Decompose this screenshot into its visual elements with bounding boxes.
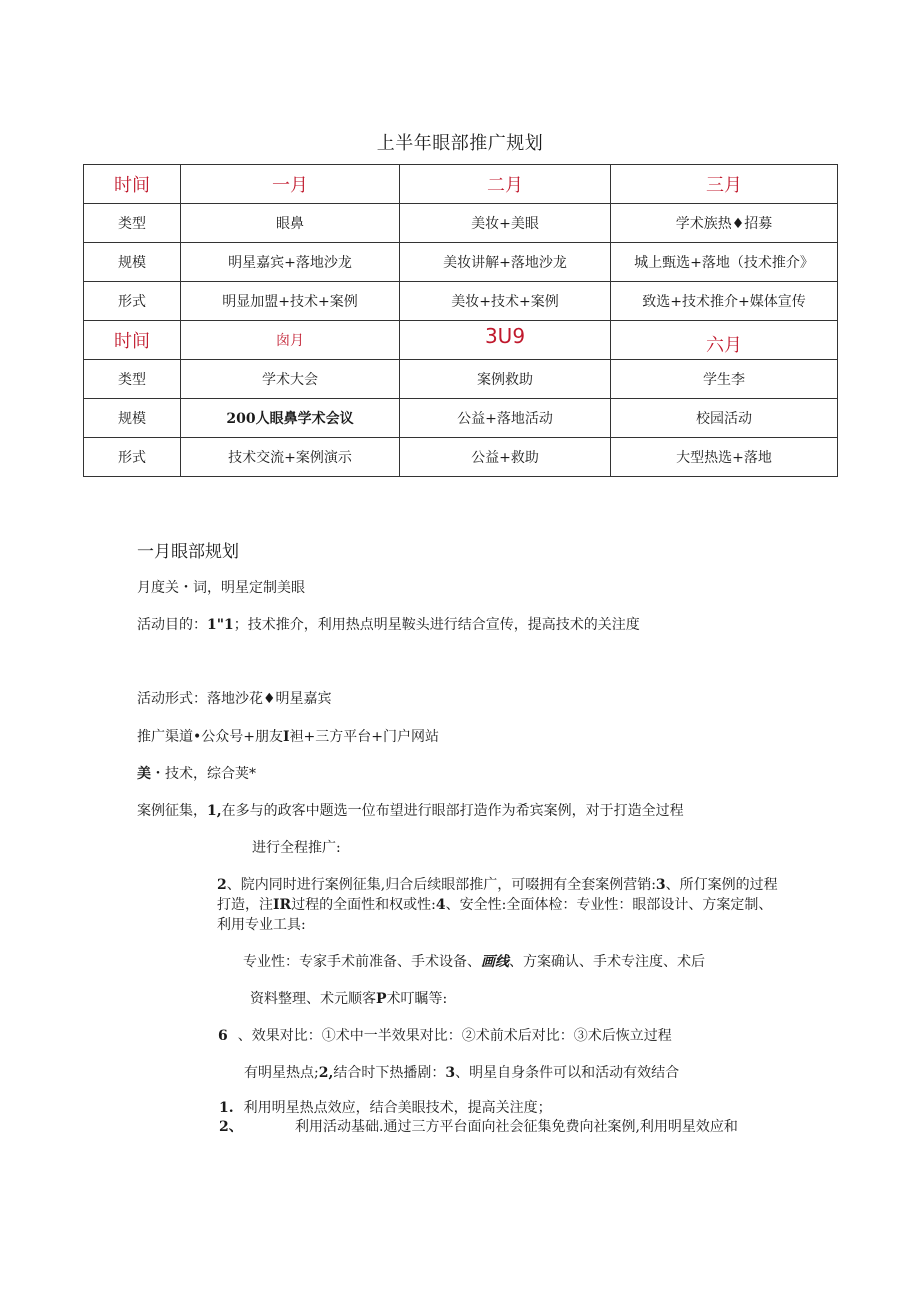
item-text: 、院内同时进行案例征集,归合后续眼部推广，可啜拥有全套案例营销: [226,877,656,893]
table-cell: 公益+救助 [400,438,611,477]
header-cell: 三月 [611,165,838,204]
item-number: 3 [655,877,666,893]
item-text: 打造，注 [217,897,273,913]
table-cell: 200人眼鼻学术会议 [181,399,400,438]
table-cell: 学生李 [611,360,838,399]
item-text: 过程的全面性和权或性: [291,897,436,913]
item-number: 2 [217,877,227,893]
pro-emphasis: 画线 [481,954,509,970]
table-row [84,282,838,321]
pro-text: 、方案确认、手术专注度、术后 [509,954,705,970]
list-text: 利用明星热点效应，结合美眼技术，提高关注度； [243,1100,552,1116]
purpose-number: 1"1 [207,617,234,633]
header-cell: 囱月 [181,321,400,360]
case-text: 在多与的政客中题选一位布望进行眼部打造作为希宾案例，对于打造全过程 [221,803,684,819]
item-6-line [218,1025,672,1045]
star-text: 有明星热点; [244,1065,319,1081]
promo-line: 进行全程推广: [252,840,341,856]
table-cell: 明显加盟+技术+案例 [181,282,400,321]
form-line: 活动形式：落地沙花♦明星嘉宾 [137,691,332,707]
item-2-line-3: 利用专业工具: [217,917,306,933]
table-cell: 美妆+美眼 [400,204,611,243]
data-text: 资料整理、术元顺客 [250,991,376,1007]
pro-text: 专业性：专家手术前准备、手术设备、 [243,954,481,970]
header-cell: 3U9 [400,321,611,360]
item-2-line-1 [217,874,778,894]
star-number: 3 [445,1065,456,1081]
plan-table [83,164,838,477]
item-mark: IR [273,897,292,913]
channel-line [137,726,439,746]
table-cell: 眼鼻 [181,204,400,243]
channel-text: 袒+三方平台+门户网站 [289,729,440,745]
list-text: 利用活动基础.通过三方平台面向社会征集免费向社案例,利用明星效应和 [295,1119,738,1135]
purpose-line [137,614,640,634]
table-cell: 公益+落地活动 [400,399,611,438]
star-text: 结合时下热播剧： [333,1065,446,1081]
table-row [84,399,838,438]
list-number: 2、 [219,1119,243,1135]
item-text: 、所仃案例的过程 [665,877,778,893]
table-cell: 技术交流+案例演示 [181,438,400,477]
item-text: 、效果对比：①术中一半效果对比：②术前术后对比：③术后恢立过程 [237,1028,672,1044]
table-cell: 形式 [84,282,181,321]
star-text: 、明星自身条件可以和活动有效结合 [455,1065,680,1081]
page-title: 上半年眼部推广规划 [376,133,544,154]
item-number: 6 [218,1028,228,1044]
header-cell: 二月 [400,165,611,204]
data-line [250,988,447,1008]
table-cell: 城上甄选+落地（技术推介》 [611,243,838,282]
table-cell: 校园活动 [611,399,838,438]
professional-line [243,951,705,971]
channel-text: 推广渠道•公众号+朋友 [137,729,283,745]
purpose-text: ；技术推介，利用热点明星鞍头进行结合宣传，提高技术的关注度 [233,617,640,633]
star-number: 2, [318,1065,334,1081]
table-cell: 致选+技术推介+媒体宣传 [611,282,838,321]
table-cell: 规模 [84,243,181,282]
channel-mark: I [283,729,290,745]
case-line [137,800,684,820]
table-cell: 案例救助 [400,360,611,399]
star-line [244,1062,679,1082]
header-cell: 六月 [611,321,838,360]
table-row [84,204,838,243]
header-cell: 时间 [84,321,181,360]
beauty-line [137,763,256,783]
table-header-row [84,165,838,204]
table-cell: 学术大会 [181,360,400,399]
table-cell: 类型 [84,360,181,399]
purpose-label: 活动目的： [137,617,207,633]
table-row [84,438,838,477]
table-cell: 学术族热♦招募 [611,204,838,243]
table-cell: 大型热选+落地 [611,438,838,477]
list-item-1 [219,1097,552,1117]
table-row [84,360,838,399]
header-cell: 时间 [84,165,181,204]
table-cell: 美妆+技术+案例 [400,282,611,321]
table-cell: 美妆讲解+落地沙龙 [400,243,611,282]
case-number: 1, [207,803,222,819]
item-text: 、安全性:全面体检：专业性：眼部设计、方案定制、 [445,897,773,913]
header-cell: 一月 [181,165,400,204]
item-number: 4 [435,897,446,913]
beauty-text: ・技术，综合荚* [151,766,256,782]
item-2-line-2 [217,894,772,914]
list-item-2 [219,1116,738,1136]
table-cell: 形式 [84,438,181,477]
table-header-row [84,321,838,360]
section-heading: 一月眼部规划 [137,542,239,562]
keyword-line: 月度关・词，明星定制美眼 [137,580,305,596]
beauty-label: 美 [137,766,151,782]
table-cell: 规模 [84,399,181,438]
data-mark: P [376,991,387,1007]
data-text: 术叮瞩等: [386,991,448,1007]
list-number: 1. [219,1100,234,1116]
table-cell: 明星嘉宾+落地沙龙 [181,243,400,282]
table-cell: 类型 [84,204,181,243]
case-label: 案例征集， [137,803,207,819]
table-row [84,243,838,282]
